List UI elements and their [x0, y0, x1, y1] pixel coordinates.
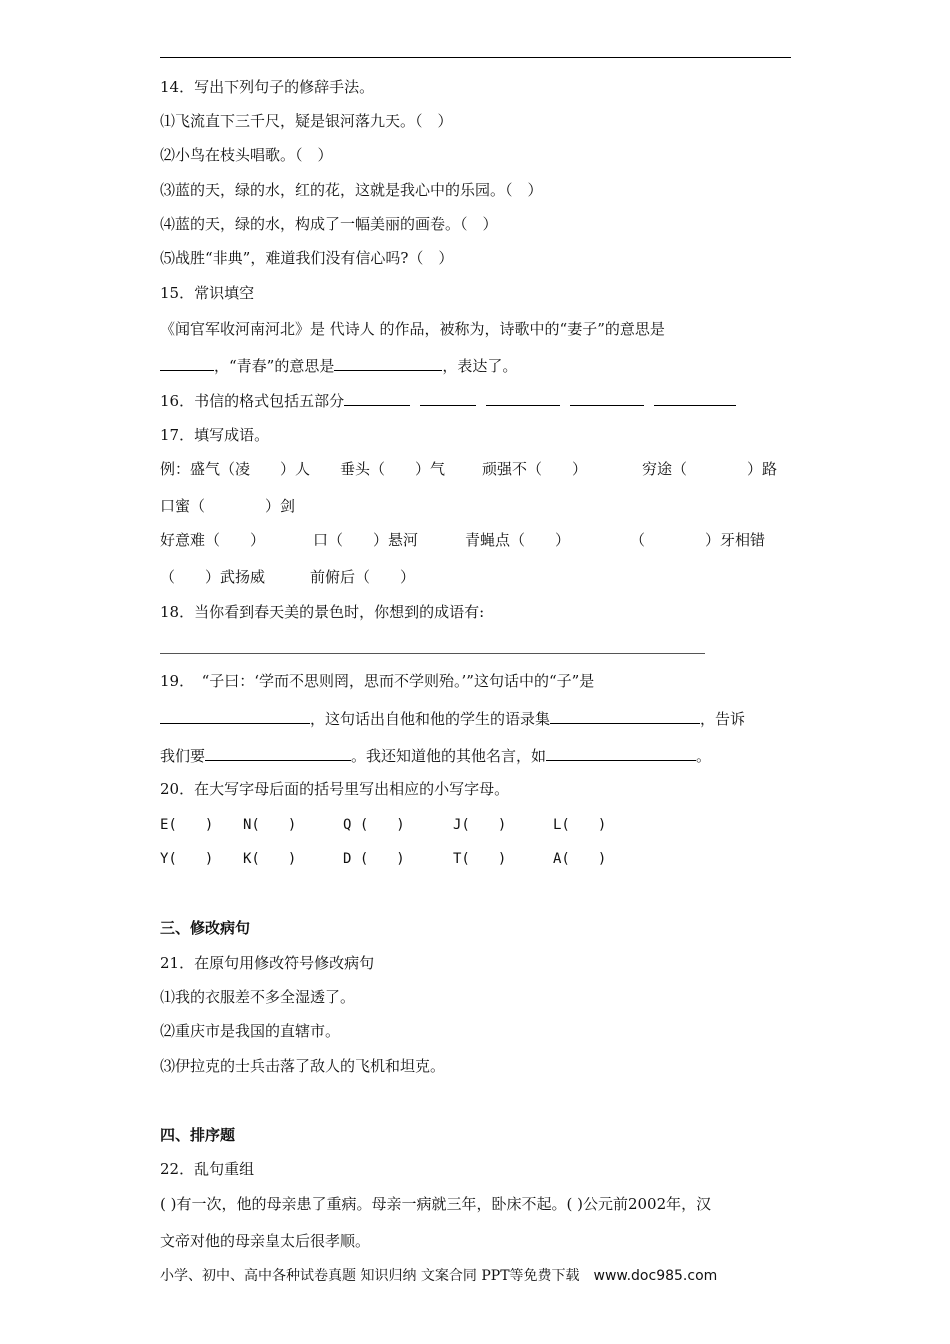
q21-item-3: ⑶伊拉克的士兵击落了敌人的飞机和坦克。: [160, 1057, 446, 1075]
q14-item-2: ⑵小鸟在枝头唱歌。（ ）: [160, 146, 333, 164]
q20-row-1: [160, 814, 791, 836]
section-4-title: 四、排序题: [160, 1126, 236, 1144]
q19-line2: [160, 707, 745, 730]
q19-line3-c: 。: [696, 747, 712, 765]
q15-line2: [160, 354, 517, 377]
section-3-title: 三、修改病句: [160, 919, 251, 937]
q19-line2-b: ，告诉: [700, 710, 746, 728]
q14-item-5: ⑸战胜“非典”，难道我们没有信心吗?（ ）: [160, 249, 454, 267]
answer-line[interactable]: [160, 653, 705, 654]
q20-row-2: [160, 848, 791, 870]
q21-title: 21．在原句用修改符号修改病句: [160, 954, 375, 972]
blank[interactable]: [546, 744, 696, 761]
q15-line2-a: ，“青春”的意思是: [214, 357, 335, 375]
blank[interactable]: [486, 389, 560, 406]
idiom-item: （ ）牙相错: [630, 531, 766, 549]
idiom-item: 垂头（ ）气: [340, 460, 446, 478]
letter-item: K( ): [243, 851, 297, 867]
q21-item-2: ⑵重庆市是我国的直辖市。: [160, 1022, 341, 1040]
idiom-item: （ ）武扬威: [160, 568, 266, 586]
q22-title: 22．乱句重组: [160, 1160, 255, 1178]
blank[interactable]: [344, 389, 410, 406]
blank[interactable]: [334, 354, 442, 371]
q17-row-3: [160, 529, 791, 551]
footer-text: 小学、初中、高中各种试卷真题 知识归纳 文案合同 PPT等免费下载: [160, 1268, 580, 1284]
q16-line: [160, 389, 736, 412]
q22-line1: ( )有一次，他的母亲患了重病。母亲一病就三年，卧床不起。( )公元前2002年，汉: [160, 1195, 712, 1213]
blank[interactable]: [654, 389, 736, 406]
footer: [160, 1265, 717, 1285]
idiom-item: 青蝇点（ ）: [465, 531, 571, 549]
letter-item: D ( ): [343, 851, 405, 867]
letter-item: L( ): [553, 817, 607, 833]
letter-item: A( ): [553, 851, 607, 867]
q14-item-3: ⑶蓝的天，绿的水，红的花，这就是我心中的乐园。（ ）: [160, 181, 543, 199]
q14-item-1: ⑴飞流直下三千尺，疑是银河落九天。（ ）: [160, 112, 453, 130]
blank[interactable]: [205, 744, 351, 761]
q16-text: 16．书信的格式包括五部分: [160, 392, 345, 410]
q17-title: 17．填写成语。: [160, 426, 270, 444]
letter-item: N( ): [243, 817, 297, 833]
q17-row-1: [160, 458, 791, 480]
idiom-item: 例：盛气（凌 ）人: [160, 460, 311, 478]
q15-title: 15．常识填空: [160, 284, 255, 302]
q17-row-4: [160, 566, 791, 588]
q19-line3-a: 我们要: [160, 747, 206, 765]
idiom-item: 口（ ）悬河: [313, 531, 419, 549]
idiom-item: 前俯后（ ）: [310, 568, 416, 586]
idiom-item: 好意难（ ）: [160, 531, 266, 549]
letter-item: Q ( ): [343, 817, 405, 833]
q15-line1: 《闻官军收河南河北》是 代诗人 的作品，被称为，诗歌中的“妻子”的意思是: [160, 320, 665, 338]
q19-line3: [160, 744, 711, 767]
idiom-item: 穷途（ ）路: [642, 460, 778, 478]
blank[interactable]: [550, 707, 700, 724]
blank[interactable]: [160, 707, 310, 724]
q21-item-1: ⑴我的衣服差不多全湿透了。: [160, 988, 356, 1006]
letter-item: J( ): [453, 817, 507, 833]
letter-item: Y( ): [160, 851, 214, 867]
q19-line1: 19． “子曰：‘学而不思则罔，思而不学则殆。’”这句话中的“子”是: [160, 672, 595, 690]
footer-url[interactable]: www.doc985.com: [593, 1268, 718, 1284]
blank[interactable]: [420, 389, 476, 406]
blank[interactable]: [160, 354, 214, 371]
q18-text: 18．当你看到春天美的景色时，你想到的成语有:: [160, 603, 485, 621]
blank[interactable]: [570, 389, 644, 406]
letter-item: E( ): [160, 817, 214, 833]
q14-title: 14．写出下列句子的修辞手法。: [160, 78, 375, 96]
q19-line2-a: ，这句话出自他和他的学生的语录集: [310, 710, 551, 728]
header-rule: [160, 57, 791, 58]
idiom-item: 顽强不（ ）: [482, 460, 588, 478]
q20-title: 20．在大写字母后面的括号里写出相应的小写字母。: [160, 780, 510, 798]
letter-item: T( ): [453, 851, 507, 867]
q17-row-2: [160, 495, 791, 517]
q15-line2-b: ，表达了。: [442, 357, 518, 375]
q22-line2: 文帝对他的母亲皇太后很孝顺。: [160, 1232, 371, 1250]
idiom-item: 口蜜（ ）剑: [160, 497, 296, 515]
q14-item-4: ⑷蓝的天，绿的水，构成了一幅美丽的画卷。（ ）: [160, 215, 498, 233]
q19-line3-b: 。我还知道他的其他名言，如: [351, 747, 547, 765]
